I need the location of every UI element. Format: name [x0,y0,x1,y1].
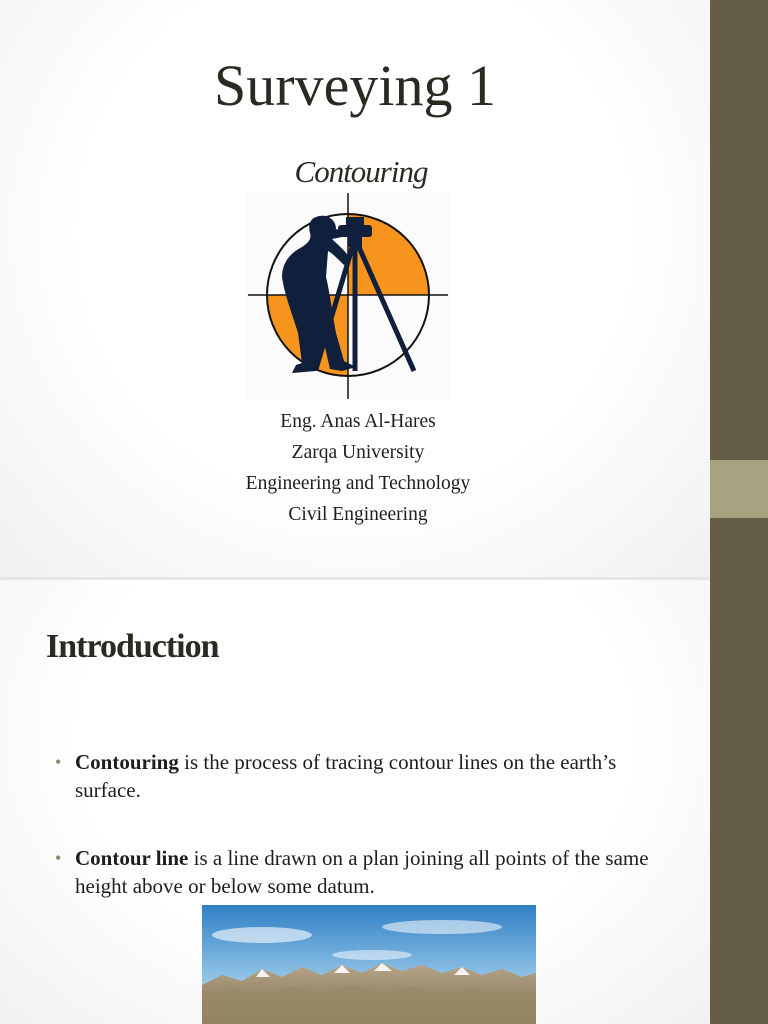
slide-subtitle: Contouring [294,154,428,189]
bullet-item [55,748,675,804]
surveyor-with-theodolite-icon [246,193,450,399]
bullet-term: Contour line [75,846,189,870]
author-info [0,406,710,530]
bullet-text: is the process of tracing contour lines on the earth’s surface. [75,750,617,802]
faculty-name: Engineering and Technology [245,473,471,494]
university-name: Zarqa University [291,442,425,463]
sidebar-accent-tab [710,460,768,518]
slide-heading: Introduction [46,628,219,665]
bullet-item [55,844,675,900]
author-name: Eng. Anas Al-Hares [280,411,436,432]
bullet-icon: • [55,752,62,772]
department-name: Civil Engineering [288,504,428,525]
bullet-icon: • [55,848,62,868]
bullet-text: is a line drawn on a plan joining all points of the same height above or below some datum. [75,846,649,898]
slide-title: Surveying 1 [214,53,496,118]
mountain-landscape-photo [202,905,536,1024]
bullet-term: Contouring [75,750,179,774]
